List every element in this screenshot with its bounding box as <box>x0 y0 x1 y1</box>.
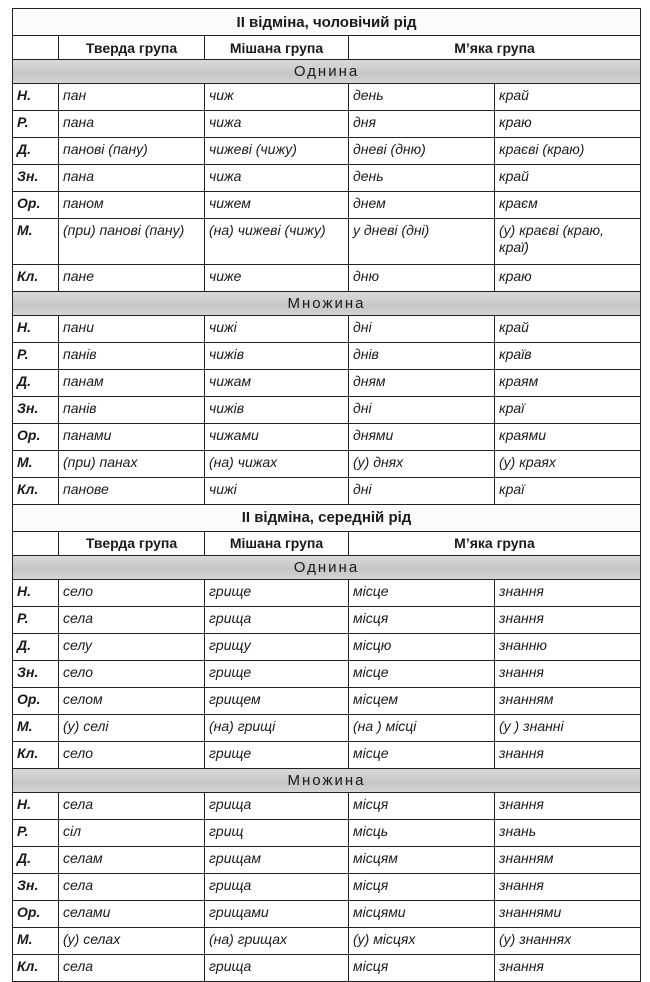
table-row <box>13 316 641 343</box>
soft-group-cell-a: місцю <box>349 633 495 660</box>
mixed-group-cell: (на) чижах <box>205 451 349 478</box>
soft-group-cell-b: краю <box>495 265 641 292</box>
case-label: Р. <box>13 343 59 370</box>
soft-group-cell-b: краям <box>495 370 641 397</box>
soft-group-cell-a: дневі (дню) <box>349 138 495 165</box>
case-label: Ор. <box>13 424 59 451</box>
table-row <box>13 165 641 192</box>
soft-group-cell-b: край <box>495 316 641 343</box>
hard-group-cell: селом <box>59 687 205 714</box>
mixed-group-cell: грищем <box>205 687 349 714</box>
table-row <box>13 873 641 900</box>
table-row <box>13 687 641 714</box>
soft-group-cell-b: (у) краєві (краю, краї) <box>495 219 641 265</box>
soft-group-cell-a: днями <box>349 424 495 451</box>
case-column-header <box>13 36 59 60</box>
soft-group-cell-b: знань <box>495 819 641 846</box>
table-row <box>13 927 641 954</box>
table-row <box>13 84 641 111</box>
case-label: Н. <box>13 579 59 606</box>
table-row <box>13 111 641 138</box>
hard-group-cell: село <box>59 660 205 687</box>
soft-group-cell-a: місце <box>349 579 495 606</box>
table-title-row <box>13 504 641 531</box>
table-row <box>13 846 641 873</box>
soft-group-cell-a: днів <box>349 343 495 370</box>
soft-group-cell-a: дні <box>349 478 495 505</box>
case-label: Кл. <box>13 265 59 292</box>
section-label: Однина <box>13 555 641 579</box>
soft-group-cell-a: місця <box>349 873 495 900</box>
soft-group-cell-b: знання <box>495 954 641 981</box>
soft-group-cell-a: місць <box>349 819 495 846</box>
table-row <box>13 451 641 478</box>
case-label: Д. <box>13 138 59 165</box>
hard-group-header: Тверда група <box>59 36 205 60</box>
number-section-header <box>13 768 641 792</box>
case-label: М. <box>13 714 59 741</box>
soft-group-cell-a: дні <box>349 397 495 424</box>
mixed-group-header: Мішана група <box>205 531 349 555</box>
soft-group-header: М’яка група <box>349 531 641 555</box>
case-label: Д. <box>13 633 59 660</box>
case-label: Зн. <box>13 660 59 687</box>
soft-group-cell-a: дня <box>349 111 495 138</box>
mixed-group-cell: грищам <box>205 846 349 873</box>
case-label: Р. <box>13 606 59 633</box>
table-row <box>13 265 641 292</box>
soft-group-cell-b: (у ) знанні <box>495 714 641 741</box>
hard-group-cell: паном <box>59 192 205 219</box>
table-row <box>13 219 641 265</box>
soft-group-cell-b: знання <box>495 792 641 819</box>
table-row <box>13 633 641 660</box>
table-row <box>13 397 641 424</box>
number-section-header <box>13 555 641 579</box>
hard-group-cell: селу <box>59 633 205 660</box>
soft-group-cell-a: (у) місцях <box>349 927 495 954</box>
table-title-row <box>13 9 641 36</box>
soft-group-cell-b: знанням <box>495 846 641 873</box>
hard-group-header: Тверда група <box>59 531 205 555</box>
hard-group-cell: панам <box>59 370 205 397</box>
hard-group-cell: панами <box>59 424 205 451</box>
mixed-group-header: Мішана група <box>205 36 349 60</box>
number-section-header <box>13 60 641 84</box>
hard-group-cell: села <box>59 792 205 819</box>
soft-group-cell-b: знання <box>495 579 641 606</box>
soft-group-cell-b: краями <box>495 424 641 451</box>
soft-group-cell-a: місцями <box>349 900 495 927</box>
soft-group-cell-a: днем <box>349 192 495 219</box>
case-label: Н. <box>13 316 59 343</box>
mixed-group-cell: чижами <box>205 424 349 451</box>
soft-group-cell-b: знанню <box>495 633 641 660</box>
case-label: Зн. <box>13 165 59 192</box>
mixed-group-cell: грищ <box>205 819 349 846</box>
mixed-group-cell: чижів <box>205 397 349 424</box>
mixed-group-cell: чиже <box>205 265 349 292</box>
mixed-group-cell: (на) грищі <box>205 714 349 741</box>
soft-group-cell-b: краї <box>495 478 641 505</box>
hard-group-cell: (у) селі <box>59 714 205 741</box>
soft-group-cell-b: знаннями <box>495 900 641 927</box>
soft-group-cell-a: дні <box>349 316 495 343</box>
section-label: Однина <box>13 60 641 84</box>
mixed-group-cell: грищу <box>205 633 349 660</box>
section-label: Множина <box>13 292 641 316</box>
column-header-row <box>13 531 641 555</box>
mixed-group-cell: чижі <box>205 316 349 343</box>
hard-group-cell: села <box>59 873 205 900</box>
table-row <box>13 792 641 819</box>
hard-group-cell: пана <box>59 165 205 192</box>
soft-group-cell-b: знання <box>495 606 641 633</box>
mixed-group-cell: чижів <box>205 343 349 370</box>
soft-group-cell-b: знання <box>495 660 641 687</box>
hard-group-cell: панів <box>59 397 205 424</box>
mixed-group-cell: грища <box>205 954 349 981</box>
soft-group-cell-b: (у) знаннях <box>495 927 641 954</box>
soft-group-header: М’яка група <box>349 36 641 60</box>
soft-group-cell-b: знанням <box>495 687 641 714</box>
masculine-declension-table <box>12 8 641 505</box>
soft-group-cell-b: країв <box>495 343 641 370</box>
mixed-group-cell: чижем <box>205 192 349 219</box>
case-label: Зн. <box>13 873 59 900</box>
hard-group-cell: село <box>59 579 205 606</box>
case-label: Ор. <box>13 900 59 927</box>
soft-group-cell-b: знання <box>495 741 641 768</box>
soft-group-cell-b: знання <box>495 873 641 900</box>
case-label: Д. <box>13 846 59 873</box>
declension-document <box>12 8 640 982</box>
table-row <box>13 954 641 981</box>
case-label: Кл. <box>13 478 59 505</box>
hard-group-cell: пани <box>59 316 205 343</box>
soft-group-cell-a: дням <box>349 370 495 397</box>
table-row <box>13 579 641 606</box>
table-row <box>13 741 641 768</box>
case-label: Н. <box>13 792 59 819</box>
case-label: М. <box>13 451 59 478</box>
column-header-row <box>13 36 641 60</box>
soft-group-cell-a: день <box>349 165 495 192</box>
mixed-group-cell: чижам <box>205 370 349 397</box>
soft-group-cell-b: (у) краях <box>495 451 641 478</box>
soft-group-cell-a: місця <box>349 606 495 633</box>
mixed-group-cell: грище <box>205 579 349 606</box>
mixed-group-cell: чижа <box>205 111 349 138</box>
number-section-header <box>13 292 641 316</box>
case-label: М. <box>13 927 59 954</box>
table-row <box>13 819 641 846</box>
table-row <box>13 660 641 687</box>
soft-group-cell-a: день <box>349 84 495 111</box>
mixed-group-cell: чиж <box>205 84 349 111</box>
mixed-group-cell: (на) чижеві (чижу) <box>205 219 349 265</box>
case-label: Р. <box>13 111 59 138</box>
hard-group-cell: селам <box>59 846 205 873</box>
mixed-group-cell: грище <box>205 741 349 768</box>
soft-group-cell-b: краї <box>495 397 641 424</box>
table-row <box>13 714 641 741</box>
mixed-group-cell: грища <box>205 792 349 819</box>
case-label: Ор. <box>13 192 59 219</box>
hard-group-cell: панові (пану) <box>59 138 205 165</box>
table-row <box>13 424 641 451</box>
table-title: II відміна, чоловічий рід <box>13 9 641 36</box>
soft-group-cell-b: край <box>495 165 641 192</box>
table-row <box>13 370 641 397</box>
table-row <box>13 900 641 927</box>
hard-group-cell: село <box>59 741 205 768</box>
case-label: Р. <box>13 819 59 846</box>
case-label: Кл. <box>13 741 59 768</box>
hard-group-cell: села <box>59 954 205 981</box>
soft-group-cell-a: (на ) місці <box>349 714 495 741</box>
mixed-group-cell: грища <box>205 873 349 900</box>
table-row <box>13 138 641 165</box>
table-row <box>13 478 641 505</box>
mixed-group-cell: (на) грищах <box>205 927 349 954</box>
case-label: М. <box>13 219 59 265</box>
soft-group-cell-a: місцям <box>349 846 495 873</box>
hard-group-cell: панів <box>59 343 205 370</box>
soft-group-cell-a: місцем <box>349 687 495 714</box>
soft-group-cell-b: краю <box>495 111 641 138</box>
hard-group-cell: (при) панові (пану) <box>59 219 205 265</box>
case-label: Кл. <box>13 954 59 981</box>
hard-group-cell: (у) селах <box>59 927 205 954</box>
case-label: Ор. <box>13 687 59 714</box>
soft-group-cell-a: дню <box>349 265 495 292</box>
hard-group-cell: панове <box>59 478 205 505</box>
hard-group-cell: пана <box>59 111 205 138</box>
soft-group-cell-a: у дневі (дні) <box>349 219 495 265</box>
case-label: Н. <box>13 84 59 111</box>
soft-group-cell-a: місце <box>349 741 495 768</box>
soft-group-cell-a: місця <box>349 954 495 981</box>
hard-group-cell: (при) панах <box>59 451 205 478</box>
mixed-group-cell: чижі <box>205 478 349 505</box>
soft-group-cell-a: місце <box>349 660 495 687</box>
soft-group-cell-a: місця <box>349 792 495 819</box>
mixed-group-cell: грищами <box>205 900 349 927</box>
mixed-group-cell: грище <box>205 660 349 687</box>
soft-group-cell-a: (у) днях <box>349 451 495 478</box>
hard-group-cell: пан <box>59 84 205 111</box>
neuter-declension-table <box>12 504 641 982</box>
table-row <box>13 343 641 370</box>
hard-group-cell: пане <box>59 265 205 292</box>
soft-group-cell-b: краєві (краю) <box>495 138 641 165</box>
table-row <box>13 606 641 633</box>
hard-group-cell: сіл <box>59 819 205 846</box>
soft-group-cell-b: край <box>495 84 641 111</box>
case-label: Зн. <box>13 397 59 424</box>
table-title: II відміна, середній рід <box>13 504 641 531</box>
mixed-group-cell: грища <box>205 606 349 633</box>
mixed-group-cell: чижа <box>205 165 349 192</box>
hard-group-cell: села <box>59 606 205 633</box>
soft-group-cell-b: краєм <box>495 192 641 219</box>
case-label: Д. <box>13 370 59 397</box>
case-column-header <box>13 531 59 555</box>
section-label: Множина <box>13 768 641 792</box>
hard-group-cell: селами <box>59 900 205 927</box>
table-row <box>13 192 641 219</box>
mixed-group-cell: чижеві (чижу) <box>205 138 349 165</box>
